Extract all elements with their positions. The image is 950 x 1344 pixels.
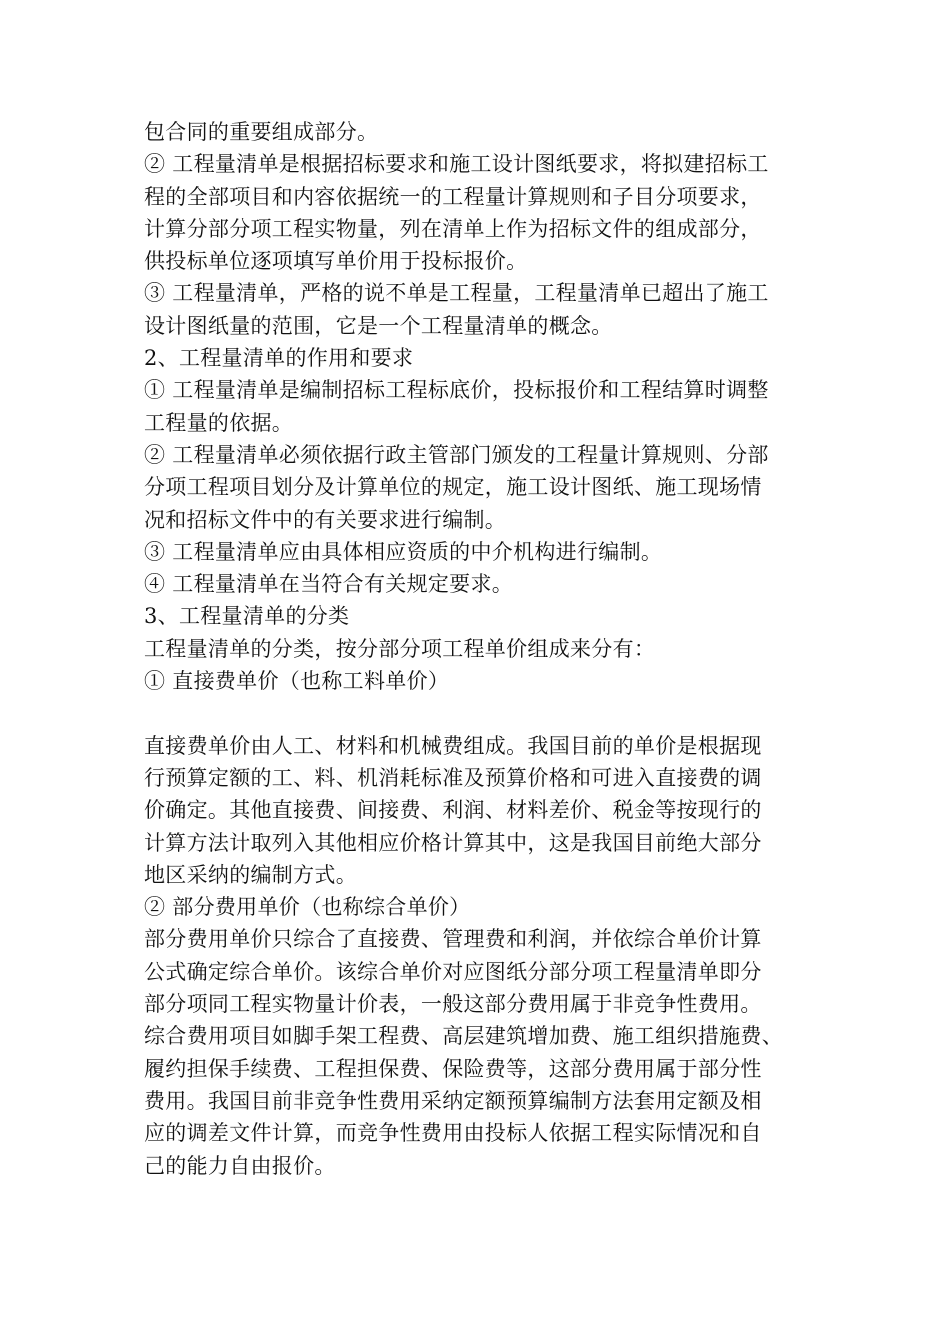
text-line: 行预算定额的工、料、机消耗标准及预算价格和可进入直接费的调: [144, 765, 762, 790]
text-line: 程的全部项目和内容依据统一的工程量计算规则和子目分项要求，: [144, 184, 762, 209]
section-heading: 3、工程量清单的分类: [144, 604, 350, 629]
document-body: [144, 116, 824, 1182]
blank-line: [144, 697, 824, 729]
text-line: 综合费用项目如脚手架工程费、高层建筑增加费、施工组织措施费、: [144, 1024, 783, 1049]
text-line: ① 工程量清单是编制招标工程标底价，投标报价和工程结算时调整: [144, 378, 769, 403]
text-line: ② 部分费用单价（也称综合单价）: [144, 895, 471, 920]
text-line: 部分项同工程实物量计价表，一般这部分费用属于非竞争性费用。: [144, 992, 762, 1017]
text-line: 价确定。其他直接费、间接费、利润、材料差价、税金等按现行的: [144, 798, 762, 823]
text-line: 费用。我国目前非竞争性费用采纳定额预算编制方法套用定额及相: [144, 1088, 762, 1113]
text-line: 供投标单位逐项填写单价用于投标报价。: [144, 249, 528, 274]
text-line: ③ 工程量清单应由具体相应资质的中介机构进行编制。: [144, 539, 663, 564]
text-line: 计算分部分项工程实物量，列在清单上作为招标文件的组成部分，: [144, 216, 762, 241]
text-line: 直接费单价由人工、材料和机械费组成。我国目前的单价是根据现: [144, 733, 762, 758]
text-line: ② 工程量清单是根据招标要求和施工设计图纸要求，将拟建招标工: [144, 152, 769, 177]
text-line: 计算方法计取列入其他相应价格计算其中，这是我国目前绝大部分: [144, 830, 762, 855]
text-line: 己的能力自由报价。: [144, 1153, 336, 1178]
text-line: 部分费用单价只综合了直接费、管理费和利润，并依综合单价计算: [144, 927, 762, 952]
text-line: ① 直接费单价（也称工料单价）: [144, 669, 450, 694]
text-line: 分项工程项目划分及计算单位的规定，施工设计图纸、施工现场情: [144, 475, 762, 500]
text-line: 工程量的依据。: [144, 410, 294, 435]
text-line: 公式确定综合单价。该综合单价对应图纸分部分项工程量清单即分: [144, 959, 762, 984]
text-line: 应的调差文件计算，而竞争性费用由投标人依据工程实际情况和自: [144, 1121, 762, 1146]
section-heading: 2、工程量清单的作用和要求: [144, 346, 414, 371]
text-line: 况和招标文件中的有关要求进行编制。: [144, 507, 507, 532]
text-line: ② 工程量清单必须依据行政主管部门颁发的工程量计算规则、分部: [144, 442, 769, 467]
text-line: 履约担保手续费、工程担保费、保险费等，这部分费用属于部分性: [144, 1056, 762, 1081]
text-line: ④ 工程量清单在当符合有关规定要求。: [144, 572, 514, 597]
text-line: 工程量清单的分类，按分部分项工程单价组成来分有：: [144, 636, 656, 661]
text-line: 地区采纳的编制方式。: [144, 862, 357, 887]
text-line: ③ 工程量清单，严格的说不单是工程量，工程量清单已超出了施工: [144, 281, 769, 306]
text-line: 包合同的重要组成部分。: [144, 120, 379, 144]
text-line: 设计图纸量的范围，它是一个工程量清单的概念。: [144, 313, 613, 338]
